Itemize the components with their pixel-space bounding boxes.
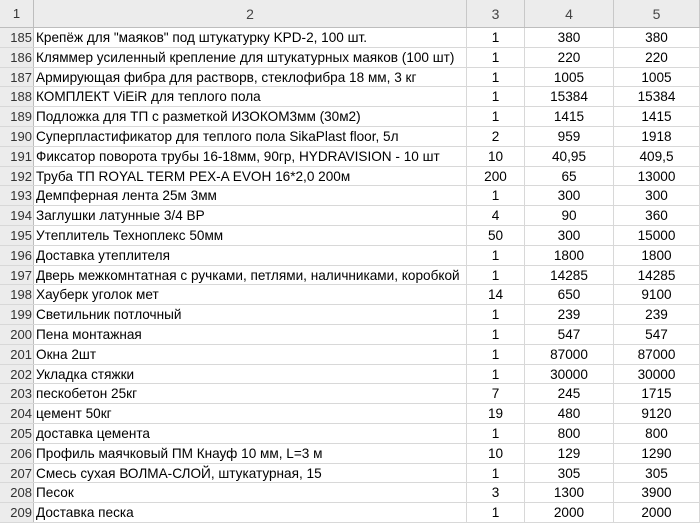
table-row bbox=[0, 127, 700, 147]
item-name-cell[interactable]: Профиль маячковый ПМ Кнауф 10 мм, L=3 м bbox=[34, 444, 467, 463]
item-name-cell[interactable]: Армирующая фибра для растворв, стеклофибра 18 мм, 3 кг bbox=[34, 68, 467, 87]
price-cell[interactable]: 65 bbox=[525, 167, 614, 186]
total-cell[interactable]: 220 bbox=[614, 48, 700, 67]
row-number[interactable]: 187 bbox=[0, 68, 34, 87]
quantity-cell[interactable]: 1 bbox=[467, 345, 525, 364]
column-header[interactable]: 2 bbox=[34, 0, 467, 27]
total-cell[interactable]: 1715 bbox=[614, 384, 700, 403]
item-name-cell[interactable]: Окна 2шт bbox=[34, 345, 467, 364]
row-number[interactable]: 197 bbox=[0, 266, 34, 285]
total-cell[interactable]: 800 bbox=[614, 424, 700, 443]
row-number[interactable]: 194 bbox=[0, 206, 34, 225]
table-row bbox=[0, 246, 700, 266]
quantity-cell[interactable]: 1 bbox=[467, 365, 525, 384]
total-cell[interactable]: 30000 bbox=[614, 365, 700, 384]
table-row bbox=[0, 206, 700, 226]
quantity-cell[interactable]: 1 bbox=[467, 503, 525, 522]
quantity-cell[interactable]: 1 bbox=[467, 325, 525, 344]
item-name-cell[interactable]: Труба ТП ROYAL TERM PEX-A EVOH 16*2,0 200м bbox=[34, 167, 467, 186]
row-number[interactable]: 209 bbox=[0, 503, 34, 522]
quantity-cell[interactable]: 1 bbox=[467, 186, 525, 205]
table-row bbox=[0, 266, 700, 286]
quantity-cell[interactable]: 1 bbox=[467, 107, 525, 126]
table-row bbox=[0, 464, 700, 484]
price-cell[interactable]: 129 bbox=[525, 444, 614, 463]
table-row bbox=[0, 107, 700, 127]
price-cell[interactable]: 2000 bbox=[525, 503, 614, 522]
total-cell[interactable]: 409,5 bbox=[614, 147, 700, 166]
total-cell[interactable]: 1290 bbox=[614, 444, 700, 463]
item-name-cell[interactable]: Пена монтажная bbox=[34, 325, 467, 344]
quantity-cell[interactable]: 200 bbox=[467, 167, 525, 186]
quantity-cell[interactable]: 1 bbox=[467, 424, 525, 443]
quantity-cell[interactable]: 1 bbox=[467, 87, 525, 106]
row-number[interactable]: 191 bbox=[0, 147, 34, 166]
quantity-cell[interactable]: 1 bbox=[467, 68, 525, 87]
price-cell[interactable]: 14285 bbox=[525, 266, 614, 285]
price-cell[interactable]: 547 bbox=[525, 325, 614, 344]
item-name-cell[interactable]: Доставка утеплителя bbox=[34, 246, 467, 265]
total-cell[interactable]: 9100 bbox=[614, 285, 700, 304]
total-cell[interactable]: 15000 bbox=[614, 226, 700, 245]
total-cell[interactable]: 1918 bbox=[614, 127, 700, 146]
item-name-cell[interactable]: Фиксатор поворота трубы 16-18мм, 90гр, HYDRAVISION - 10 шт bbox=[34, 147, 467, 166]
column-header-row bbox=[0, 0, 700, 28]
table-row bbox=[0, 68, 700, 88]
item-name-cell[interactable]: КОМПЛЕКТ ViEiR для теплого пола bbox=[34, 87, 467, 106]
total-cell[interactable]: 239 bbox=[614, 305, 700, 324]
total-cell[interactable]: 1005 bbox=[614, 68, 700, 87]
table-row bbox=[0, 325, 700, 345]
price-cell[interactable]: 1300 bbox=[525, 483, 614, 502]
item-name-cell[interactable]: Доставка песка bbox=[34, 503, 467, 522]
price-cell[interactable]: 87000 bbox=[525, 345, 614, 364]
row-number[interactable]: 192 bbox=[0, 167, 34, 186]
quantity-cell[interactable]: 3 bbox=[467, 483, 525, 502]
price-cell[interactable]: 305 bbox=[525, 464, 614, 483]
row-number[interactable]: 199 bbox=[0, 305, 34, 324]
item-name-cell[interactable]: пескобетон 25кг bbox=[34, 384, 467, 403]
row-number[interactable]: 200 bbox=[0, 325, 34, 344]
row-number[interactable]: 190 bbox=[0, 127, 34, 146]
row-number[interactable]: 203 bbox=[0, 384, 34, 403]
item-name-cell[interactable]: Песок bbox=[34, 483, 467, 502]
price-cell[interactable]: 15384 bbox=[525, 87, 614, 106]
table-row bbox=[0, 365, 700, 385]
price-cell[interactable]: 40,95 bbox=[525, 147, 614, 166]
item-name-cell[interactable]: Светильник потлочный bbox=[34, 305, 467, 324]
table-row bbox=[0, 503, 700, 523]
price-cell[interactable]: 245 bbox=[525, 384, 614, 403]
item-name-cell[interactable]: Суперпластификатор для теплого пола SikaPlast floor, 5л bbox=[34, 127, 467, 146]
column-header[interactable]: 4 bbox=[525, 0, 614, 27]
item-name-cell[interactable]: Хауберк уголок мет bbox=[34, 285, 467, 304]
price-cell[interactable]: 959 bbox=[525, 127, 614, 146]
column-header[interactable]: 1 bbox=[0, 0, 34, 27]
price-cell[interactable]: 300 bbox=[525, 186, 614, 205]
quantity-cell[interactable]: 19 bbox=[467, 404, 525, 423]
total-cell[interactable]: 305 bbox=[614, 464, 700, 483]
item-name-cell[interactable]: Укладка стяжки bbox=[34, 365, 467, 384]
row-number[interactable]: 206 bbox=[0, 444, 34, 463]
price-cell[interactable]: 380 bbox=[525, 28, 614, 47]
total-cell[interactable]: 380 bbox=[614, 28, 700, 47]
table-row bbox=[0, 384, 700, 404]
quantity-cell[interactable]: 10 bbox=[467, 147, 525, 166]
row-number[interactable]: 189 bbox=[0, 107, 34, 126]
quantity-cell[interactable]: 1 bbox=[467, 266, 525, 285]
quantity-cell[interactable]: 10 bbox=[467, 444, 525, 463]
price-cell[interactable]: 480 bbox=[525, 404, 614, 423]
row-number[interactable]: 201 bbox=[0, 345, 34, 364]
row-number[interactable]: 188 bbox=[0, 87, 34, 106]
table-row bbox=[0, 226, 700, 246]
quantity-cell[interactable]: 1 bbox=[467, 246, 525, 265]
total-cell[interactable]: 9120 bbox=[614, 404, 700, 423]
item-name-cell[interactable]: Кляммер усиленный крепление для штукатурных маяков (100 шт) bbox=[34, 48, 467, 67]
quantity-cell[interactable]: 1 bbox=[467, 28, 525, 47]
quantity-cell[interactable]: 1 bbox=[467, 305, 525, 324]
table-row bbox=[0, 424, 700, 444]
item-name-cell[interactable]: Крепёж для "маяков" под штукатурку KPD-2, 100 шт. bbox=[34, 28, 467, 47]
quantity-cell[interactable]: 7 bbox=[467, 384, 525, 403]
price-cell[interactable]: 220 bbox=[525, 48, 614, 67]
row-number[interactable]: 202 bbox=[0, 365, 34, 384]
table-row bbox=[0, 483, 700, 503]
total-cell[interactable]: 547 bbox=[614, 325, 700, 344]
row-number[interactable]: 195 bbox=[0, 226, 34, 245]
row-number[interactable]: 207 bbox=[0, 464, 34, 483]
row-number[interactable]: 186 bbox=[0, 48, 34, 67]
row-number[interactable]: 185 bbox=[0, 28, 34, 47]
item-name-cell[interactable]: Демпферная лента 25м 3мм bbox=[34, 186, 467, 205]
price-cell[interactable]: 30000 bbox=[525, 365, 614, 384]
table-row bbox=[0, 48, 700, 68]
row-number[interactable]: 205 bbox=[0, 424, 34, 443]
total-cell[interactable]: 300 bbox=[614, 186, 700, 205]
table-row bbox=[0, 345, 700, 365]
item-name-cell[interactable]: Подложка для ТП с разметкой ИЗОКОМ3мм (30м2) bbox=[34, 107, 467, 126]
table-row bbox=[0, 28, 700, 48]
item-name-cell[interactable]: доставка цемента bbox=[34, 424, 467, 443]
quantity-cell[interactable]: 1 bbox=[467, 464, 525, 483]
table-row bbox=[0, 305, 700, 325]
quantity-cell[interactable]: 50 bbox=[467, 226, 525, 245]
table-row bbox=[0, 167, 700, 187]
quantity-cell[interactable]: 1 bbox=[467, 48, 525, 67]
price-cell[interactable]: 300 bbox=[525, 226, 614, 245]
total-cell[interactable]: 1415 bbox=[614, 107, 700, 126]
item-name-cell[interactable]: цемент 50кг bbox=[34, 404, 467, 423]
total-cell[interactable]: 1800 bbox=[614, 246, 700, 265]
table-row bbox=[0, 186, 700, 206]
row-number[interactable]: 196 bbox=[0, 246, 34, 265]
item-name-cell[interactable]: Утеплитель Техноплекс 50мм bbox=[34, 226, 467, 245]
price-cell[interactable]: 800 bbox=[525, 424, 614, 443]
total-cell[interactable]: 360 bbox=[614, 206, 700, 225]
table-row bbox=[0, 444, 700, 464]
total-cell[interactable]: 87000 bbox=[614, 345, 700, 364]
table-row bbox=[0, 147, 700, 167]
price-cell[interactable]: 650 bbox=[525, 285, 614, 304]
row-number[interactable]: 193 bbox=[0, 186, 34, 205]
row-number[interactable]: 198 bbox=[0, 285, 34, 304]
table-body bbox=[0, 28, 700, 523]
price-cell[interactable]: 1005 bbox=[525, 68, 614, 87]
total-cell[interactable]: 15384 bbox=[614, 87, 700, 106]
price-cell[interactable]: 1800 bbox=[525, 246, 614, 265]
total-cell[interactable]: 13000 bbox=[614, 167, 700, 186]
column-header[interactable]: 3 bbox=[467, 0, 525, 27]
column-header[interactable]: 5 bbox=[614, 0, 700, 27]
price-cell[interactable]: 1415 bbox=[525, 107, 614, 126]
total-cell[interactable]: 3900 bbox=[614, 483, 700, 502]
quantity-cell[interactable]: 4 bbox=[467, 206, 525, 225]
item-name-cell[interactable]: Смесь сухая ВОЛМА-СЛОЙ, штукатурная, 15 bbox=[34, 464, 467, 483]
price-cell[interactable]: 90 bbox=[525, 206, 614, 225]
total-cell[interactable]: 2000 bbox=[614, 503, 700, 522]
quantity-cell[interactable]: 2 bbox=[467, 127, 525, 146]
item-name-cell[interactable]: Дверь межкомнтатная с ручками, петлями, наличниками, коробкой bbox=[34, 266, 467, 285]
item-name-cell[interactable]: Заглушки латунные 3/4 ВР bbox=[34, 206, 467, 225]
table-row bbox=[0, 87, 700, 107]
table-row bbox=[0, 404, 700, 424]
total-cell[interactable]: 14285 bbox=[614, 266, 700, 285]
row-number[interactable]: 208 bbox=[0, 483, 34, 502]
table-row bbox=[0, 285, 700, 305]
row-number[interactable]: 204 bbox=[0, 404, 34, 423]
quantity-cell[interactable]: 14 bbox=[467, 285, 525, 304]
price-cell[interactable]: 239 bbox=[525, 305, 614, 324]
